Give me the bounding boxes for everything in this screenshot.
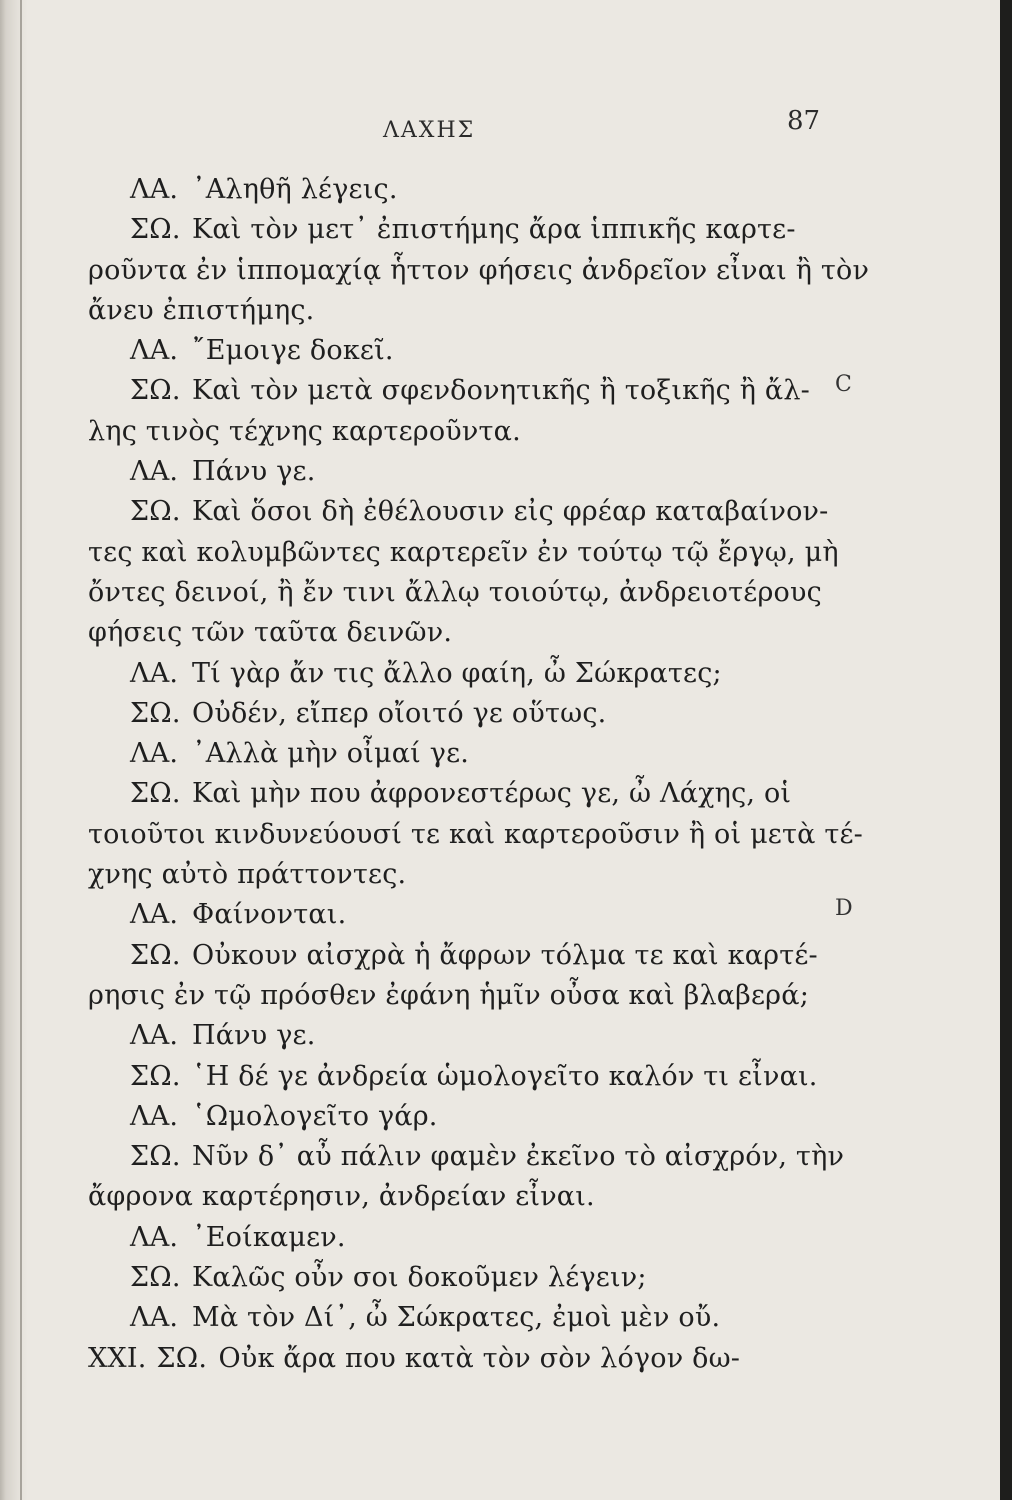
line-text: ἄνευ ἐπιστήμης.: [88, 294, 315, 326]
running-title: ΛΑΧΗΣ: [383, 118, 476, 143]
page-gutter: [0, 0, 28, 1500]
line-text: Πάνυ γε.: [192, 1020, 316, 1052]
text-line: [88, 613, 830, 653]
line-text: τοιοῦτοι κινδυνεύουσί τε καὶ καρτεροῦσιν ἢ οἱ μετὰ τέ-: [88, 818, 863, 850]
page-number: 87: [787, 106, 821, 136]
line-text: Καὶ τὸν μετὰ σφενδονητικῆς ἢ τοξικῆς ἢ ἄλ-: [192, 375, 810, 407]
speaker-label: ΣΩ.: [130, 1060, 181, 1092]
speaker-label: ΣΩ.: [130, 697, 181, 729]
line-text: ᾿Αλλὰ μὴν οἶμαί γε.: [192, 738, 470, 770]
text-line: [88, 1218, 830, 1258]
speaker-label: ΣΩ.: [130, 214, 181, 246]
speaker-label: ΣΩ.: [130, 375, 181, 407]
text-line: [88, 210, 830, 250]
text-line: [88, 1097, 830, 1137]
speaker-label: ΛΑ.: [130, 899, 179, 931]
text-line: [88, 371, 830, 411]
line-text: ᾿Εοίκαμεν.: [192, 1221, 346, 1253]
text-line: [88, 694, 830, 734]
text-line: [88, 412, 830, 452]
text-line: [88, 895, 830, 935]
text-line: [88, 452, 830, 492]
line-text: Φαίνονται.: [192, 899, 347, 931]
speaker-label: ΛΑ.: [130, 657, 179, 689]
line-text: ῾Ωμολογεῖτο γάρ.: [192, 1100, 438, 1132]
text-line: [88, 492, 830, 532]
line-text: Νῦν δ᾿ αὖ πάλιν φαμὲν ἐκεῖνο τὸ αἰσχρόν, τὴν: [192, 1141, 845, 1173]
text-line: [88, 734, 830, 774]
margin-section-letter: D: [835, 896, 853, 921]
line-text: ῎Εμοιγε δοκεῖ.: [192, 335, 394, 367]
text-line: [88, 533, 839, 573]
dialogue-text: [88, 170, 870, 1379]
speaker-label: ΣΩ.: [156, 1342, 208, 1374]
line-text: ὄντες δεινοί, ἢ ἔν τινι ἄλλῳ τοιούτῳ, ἀνδρειοτέρους: [88, 576, 822, 608]
speaker-label: ΛΑ.: [130, 1020, 179, 1052]
line-text: ροῦντα ἐν ἱππομαχίᾳ ἧττον φήσεις ἀνδρεῖον εἶναι ἢ τὸν: [88, 254, 870, 286]
speaker-label: ΛΑ.: [130, 738, 179, 770]
text-line: [88, 936, 830, 976]
speaker-label: ΣΩ.: [130, 1141, 181, 1173]
page-header: [0, 106, 1000, 158]
line-text: ῾Η δέ γε ἀνδρεία ὡμολογεῖτο καλόν τι εἶναι.: [192, 1060, 818, 1092]
text-line: [88, 331, 830, 371]
gutter-fold-line: [20, 0, 22, 1500]
line-text: Καὶ μὴν που ἀφρονεστέρως γε, ὦ Λάχης, οἱ: [192, 778, 792, 810]
speaker-label: ΣΩ.: [130, 939, 181, 971]
chapter-number: XXI.: [88, 1342, 147, 1374]
text-line: [88, 774, 830, 814]
line-text: ᾿Αληθῆ λέγεις.: [192, 174, 398, 205]
speaker-label: ΛΑ.: [130, 456, 179, 488]
speaker-label: ΛΑ.: [130, 1100, 179, 1132]
text-line: [88, 654, 830, 694]
text-line: [88, 291, 830, 331]
line-text: Τί γὰρ ἄν τις ἄλλο φαίη, ὦ Σώκρατες;: [192, 657, 722, 689]
line-text: χνης αὐτὸ πράττοντες.: [88, 859, 407, 891]
speaker-label: ΛΑ.: [130, 174, 179, 205]
speaker-label: ΛΑ.: [130, 335, 179, 367]
speaker-label: ΛΑ.: [130, 1302, 179, 1334]
line-text: Καὶ ὅσοι δὴ ἐθέλουσιν εἰς φρέαρ καταβαίνον-: [192, 496, 829, 528]
line-text: λης τινὸς τέχνης καρτεροῦντα.: [88, 415, 521, 447]
line-text: Οὐκ ἄρα που κατὰ τὸν σὸν λόγον δω-: [218, 1342, 741, 1374]
text-line: [88, 815, 863, 855]
text-line: [88, 1339, 830, 1379]
line-text: Οὐδέν, εἴπερ οἴοιτό γε οὕτως.: [192, 697, 607, 729]
speaker-label: ΣΩ.: [130, 1262, 181, 1294]
text-line: [88, 976, 830, 1016]
line-text: ἄφρονα καρτέρησιν, ἀνδρείαν εἶναι.: [88, 1181, 595, 1213]
text-line: [88, 1258, 830, 1298]
line-text: Μὰ τὸν Δί᾿, ὦ Σώκρατες, ἐμοὶ μὲν οὔ.: [192, 1302, 721, 1334]
line-text: ρησις ἐν τῷ πρόσθεν ἐφάνη ἡμῖν οὖσα καὶ βλαβερά;: [88, 979, 809, 1011]
text-line: [88, 573, 830, 613]
text-line: [88, 170, 830, 210]
speaker-label: ΛΑ.: [130, 1221, 179, 1253]
line-text: Καὶ τὸν μετ᾿ ἐπιστήμης ἄρα ἱππικῆς καρτε-: [192, 214, 796, 246]
speaker-label: ΣΩ.: [130, 496, 181, 528]
line-text: τες καὶ κολυμβῶντες καρτερεῖν ἐν τούτῳ τῷ ἔργῳ, μὴ: [88, 536, 839, 568]
text-line: [88, 251, 870, 291]
speaker-label: ΣΩ.: [130, 778, 181, 810]
line-text: Οὐκουν αἰσχρὰ ἡ ἄφρων τόλμα τε καὶ καρτέ-: [192, 939, 818, 971]
text-line: [88, 1016, 830, 1056]
margin-section-letter: C: [835, 372, 852, 397]
text-line: [88, 855, 830, 895]
text-line: [88, 1137, 845, 1177]
text-line: [88, 1057, 830, 1097]
text-line: [88, 1298, 830, 1338]
line-text: Καλῶς οὖν σοι δοκοῦμεν λέγειν;: [192, 1262, 647, 1294]
scan-edge: [1000, 0, 1012, 1500]
line-text: φήσεις τῶν ταῦτα δεινῶν.: [88, 617, 453, 649]
line-text: Πάνυ γε.: [192, 456, 316, 488]
text-line: [88, 1177, 830, 1217]
